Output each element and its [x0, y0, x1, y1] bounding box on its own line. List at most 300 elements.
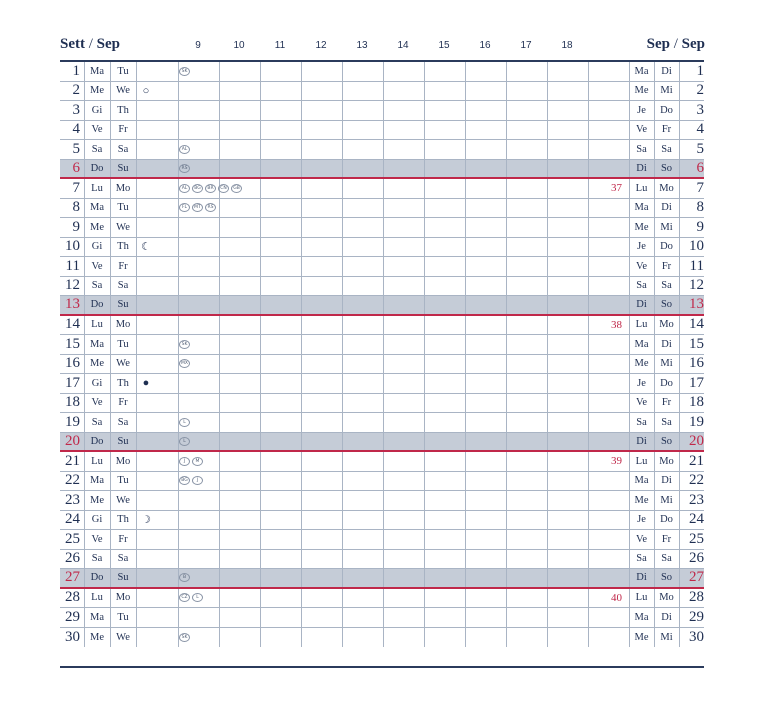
grid-divider — [260, 277, 261, 296]
grid-divider — [301, 374, 302, 393]
day-name-fr: Di — [636, 572, 647, 584]
day-number-right: 8 — [696, 199, 704, 216]
day-name-en: Mo — [115, 592, 131, 604]
grid-divider — [424, 413, 425, 432]
grid-divider — [136, 218, 137, 237]
holiday-country-icon: MT — [192, 203, 203, 212]
holiday-country-icon: BR — [205, 184, 216, 193]
grid-divider — [260, 160, 261, 178]
grid-divider — [465, 589, 466, 608]
grid-divider — [136, 62, 137, 81]
grid-divider — [588, 316, 589, 335]
grid-divider — [342, 413, 343, 432]
grid-divider — [260, 121, 261, 140]
grid-divider — [383, 179, 384, 198]
grid-divider — [342, 296, 343, 314]
day-number-left: 1 — [72, 62, 80, 79]
grid-divider — [136, 628, 137, 648]
grid-divider — [547, 179, 548, 198]
grid-divider — [588, 472, 589, 491]
grid-divider — [506, 589, 507, 608]
day-name-de: Mi — [660, 221, 673, 233]
day-row — [60, 374, 704, 394]
grid-divider — [301, 413, 302, 432]
holiday-country-icon: BG — [192, 184, 203, 193]
grid-divider — [424, 179, 425, 198]
hour-label: 12 — [315, 40, 327, 51]
grid-divider — [424, 433, 425, 451]
grid-divider — [383, 199, 384, 218]
day-name-fr: Lu — [635, 182, 648, 194]
day-name-it: Sa — [91, 416, 103, 428]
grid-divider — [506, 491, 507, 510]
holiday-country-icon: J — [192, 476, 203, 485]
day-row — [60, 121, 704, 141]
day-name-it: Ve — [91, 533, 103, 545]
grid-divider — [260, 433, 261, 451]
grid-divider — [383, 238, 384, 257]
holiday-marks — [178, 589, 258, 608]
day-number-left: 8 — [72, 199, 80, 216]
day-number-left: 16 — [65, 355, 80, 372]
day-row — [60, 218, 704, 238]
day-number-left: 11 — [65, 257, 80, 274]
day-name-fr: Di — [636, 162, 647, 174]
grid-divider — [301, 160, 302, 178]
grid-divider — [301, 296, 302, 314]
grid-divider — [136, 277, 137, 296]
grid-divider — [383, 218, 384, 237]
grid-divider — [301, 179, 302, 198]
day-name-de: Do — [660, 377, 673, 389]
grid-divider — [465, 433, 466, 451]
day-name-it: Gi — [91, 377, 103, 389]
day-name-it: Gi — [91, 241, 103, 253]
day-row — [60, 452, 704, 472]
grid-divider — [547, 550, 548, 569]
grid-divider — [178, 316, 179, 335]
grid-divider — [219, 101, 220, 120]
grid-divider — [136, 394, 137, 413]
day-name-en: Mo — [115, 182, 131, 194]
day-number-right: 12 — [689, 277, 704, 294]
grid-divider — [465, 121, 466, 140]
grid-divider — [465, 316, 466, 335]
day-name-de: Do — [660, 104, 673, 116]
day-number-right: 26 — [689, 550, 704, 567]
day-number-left: 7 — [72, 179, 80, 196]
grid-divider — [506, 335, 507, 354]
grid-divider — [301, 316, 302, 335]
day-name-en: We — [116, 85, 130, 97]
grid-divider — [465, 413, 466, 432]
holiday-country-icon: FL — [179, 203, 190, 212]
grid-divider — [547, 257, 548, 276]
holiday-country-icon: SK — [179, 633, 190, 642]
grid-divider — [383, 160, 384, 178]
grid-divider — [506, 62, 507, 81]
hour-label: 13 — [356, 40, 368, 51]
grid-divider — [342, 335, 343, 354]
day-name-de: Sa — [661, 143, 672, 155]
day-name-it: Gi — [91, 104, 103, 116]
grid-divider — [136, 530, 137, 549]
hour-label: 11 — [274, 40, 286, 51]
hour-label: 16 — [479, 40, 491, 51]
day-name-fr: Ve — [635, 260, 648, 272]
grid-divider — [342, 569, 343, 587]
day-name-en: We — [116, 494, 130, 506]
day-name-en: Th — [117, 241, 129, 253]
grid-divider — [588, 569, 589, 587]
day-name-de: Mo — [659, 182, 674, 194]
grid-divider — [547, 452, 548, 471]
grid-divider — [260, 140, 261, 159]
grid-divider — [383, 530, 384, 549]
grid-divider — [301, 511, 302, 530]
grid-divider — [260, 394, 261, 413]
holiday-country-icon: BG — [179, 476, 190, 485]
grid-divider — [465, 491, 466, 510]
day-number-right: 15 — [689, 335, 704, 352]
grid-divider — [383, 433, 384, 451]
day-name-de: Mi — [660, 494, 673, 506]
day-row — [60, 82, 704, 102]
grid-divider — [465, 335, 466, 354]
grid-divider — [383, 511, 384, 530]
grid-divider — [465, 628, 466, 648]
grid-divider — [260, 335, 261, 354]
day-name-de: Di — [661, 202, 672, 214]
holiday-marks — [178, 413, 258, 432]
day-number-left: 29 — [65, 608, 80, 625]
grid-divider — [178, 238, 179, 257]
grid-divider — [383, 550, 384, 569]
grid-divider — [178, 530, 179, 549]
day-name-de: Mi — [660, 358, 673, 370]
grid-divider — [424, 472, 425, 491]
day-name-fr: Ma — [634, 65, 649, 77]
grid-divider — [383, 296, 384, 314]
grid-divider — [588, 628, 589, 648]
grid-divider — [424, 511, 425, 530]
day-row — [60, 335, 704, 355]
grid-divider — [424, 218, 425, 237]
grid-divider — [301, 101, 302, 120]
grid-divider — [506, 296, 507, 314]
grid-divider — [506, 452, 507, 471]
grid-divider — [588, 296, 589, 314]
day-name-it: Me — [90, 631, 104, 643]
grid-divider — [260, 550, 261, 569]
grid-divider — [547, 394, 548, 413]
grid-divider — [383, 121, 384, 140]
day-name-de: So — [660, 435, 673, 447]
day-row — [60, 472, 704, 492]
grid-divider — [342, 355, 343, 374]
grid-divider — [588, 335, 589, 354]
grid-divider — [260, 452, 261, 471]
day-name-fr: Lu — [635, 319, 648, 331]
day-name-it: Lu — [91, 319, 103, 331]
grid-divider — [588, 491, 589, 510]
grid-divider — [136, 316, 137, 335]
grid-divider — [465, 257, 466, 276]
grid-divider — [506, 550, 507, 569]
grid-divider — [219, 374, 220, 393]
day-name-fr: Me — [634, 358, 649, 370]
day-name-de: Mo — [659, 455, 674, 467]
grid-divider — [383, 491, 384, 510]
grid-divider — [424, 374, 425, 393]
grid-divider — [383, 472, 384, 491]
day-name-fr: Di — [636, 299, 647, 311]
grid-divider — [424, 355, 425, 374]
day-name-en: Tu — [117, 611, 129, 623]
day-name-en: Tu — [117, 202, 129, 214]
grid-divider — [547, 296, 548, 314]
grid-divider — [383, 62, 384, 81]
day-name-it: Sa — [91, 553, 103, 565]
grid-divider — [342, 82, 343, 101]
grid-divider — [424, 296, 425, 314]
grid-divider — [260, 257, 261, 276]
holiday-country-icon: MX — [179, 359, 190, 368]
grid-divider — [178, 394, 179, 413]
grid-divider — [465, 374, 466, 393]
day-name-fr: Di — [636, 435, 647, 447]
day-number-left: 18 — [65, 394, 80, 411]
day-name-de: So — [660, 299, 673, 311]
day-row — [60, 608, 704, 628]
holiday-marks — [178, 62, 258, 81]
holiday-country-icon: CZ — [179, 593, 190, 602]
grid-divider — [424, 550, 425, 569]
grid-divider — [424, 530, 425, 549]
holiday-country-icon: SK — [179, 340, 190, 349]
day-number-left: 4 — [72, 121, 80, 138]
grid-divider — [547, 101, 548, 120]
day-name-en: Su — [117, 299, 129, 311]
grid-divider — [383, 82, 384, 101]
day-number-right: 20 — [689, 432, 704, 449]
grid-divider — [465, 530, 466, 549]
moon-phase-icon: ● — [142, 377, 150, 390]
header-left-slash: / — [88, 36, 93, 52]
grid-divider — [506, 628, 507, 648]
grid-divider — [465, 140, 466, 159]
day-name-fr: Me — [634, 494, 649, 506]
day-name-fr: Ve — [635, 533, 648, 545]
day-name-it: Ve — [91, 397, 103, 409]
grid-divider — [301, 472, 302, 491]
grid-divider — [301, 394, 302, 413]
day-name-de: Do — [660, 241, 673, 253]
grid-divider — [506, 179, 507, 198]
day-name-en: Fr — [118, 124, 128, 136]
grid-divider — [383, 569, 384, 587]
day-number-left: 19 — [65, 413, 80, 430]
holiday-marks — [178, 140, 258, 159]
grid-divider — [219, 121, 220, 140]
grid-divider — [178, 374, 179, 393]
day-name-en: Th — [117, 104, 129, 116]
day-number-right: 23 — [689, 491, 704, 508]
holiday-country-icon: CN — [218, 184, 229, 193]
grid-divider — [547, 628, 548, 648]
grid-divider — [260, 569, 261, 587]
day-name-de: Fr — [661, 260, 672, 272]
grid-divider — [260, 491, 261, 510]
grid-divider — [178, 82, 179, 101]
holiday-marks — [178, 160, 258, 178]
day-row — [60, 238, 704, 258]
day-name-de: Mo — [659, 319, 674, 331]
grid-divider — [424, 62, 425, 81]
day-name-fr: Me — [634, 221, 649, 233]
header-left-b: Sep — [96, 36, 121, 52]
day-number-left: 20 — [65, 432, 80, 449]
day-name-en: Sa — [117, 143, 129, 155]
grid-divider — [465, 199, 466, 218]
day-name-it: Lu — [91, 455, 103, 467]
day-number-right: 21 — [689, 452, 704, 469]
grid-divider — [588, 511, 589, 530]
grid-divider — [383, 452, 384, 471]
day-name-en: Th — [117, 514, 129, 526]
grid-divider — [301, 433, 302, 451]
grid-divider — [342, 238, 343, 257]
grid-divider — [588, 550, 589, 569]
grid-divider — [260, 413, 261, 432]
grid-divider — [506, 394, 507, 413]
grid-divider — [465, 62, 466, 81]
day-number-right: 16 — [689, 355, 704, 372]
grid-divider — [301, 121, 302, 140]
grid-divider — [301, 550, 302, 569]
grid-divider — [219, 550, 220, 569]
day-name-it: Lu — [91, 182, 103, 194]
grid-divider — [588, 62, 589, 81]
day-row — [60, 277, 704, 297]
day-number-left: 5 — [72, 140, 80, 157]
grid-divider — [301, 199, 302, 218]
day-name-fr: Ve — [635, 397, 648, 409]
day-number-right: 25 — [689, 530, 704, 547]
grid-divider — [219, 316, 220, 335]
grid-divider — [219, 491, 220, 510]
grid-divider — [588, 433, 589, 451]
moon-phase-icon: ☽ — [141, 514, 151, 527]
day-name-en: Sa — [117, 416, 129, 428]
grid-divider — [260, 530, 261, 549]
grid-divider — [260, 296, 261, 314]
grid-divider — [506, 218, 507, 237]
day-name-de: Sa — [661, 553, 672, 565]
grid-divider — [547, 218, 548, 237]
day-name-it: Sa — [91, 143, 103, 155]
day-number-left: 22 — [65, 472, 80, 489]
holiday-country-icon: RS — [205, 203, 216, 212]
grid-divider — [301, 452, 302, 471]
day-name-en: Tu — [117, 338, 129, 350]
grid-divider — [301, 355, 302, 374]
holiday-marks — [178, 628, 258, 648]
day-name-fr: Lu — [635, 592, 648, 604]
day-name-en: Sa — [117, 280, 129, 292]
grid-divider — [588, 160, 589, 178]
grid-divider — [383, 374, 384, 393]
grid-divider — [506, 257, 507, 276]
moon-phase-icon: ○ — [142, 84, 150, 97]
grid-divider — [383, 101, 384, 120]
grid-divider — [588, 238, 589, 257]
day-row — [60, 316, 704, 336]
grid-divider — [506, 199, 507, 218]
grid-divider — [136, 296, 137, 314]
day-name-en: Tu — [117, 65, 129, 77]
grid-divider — [219, 511, 220, 530]
day-name-fr: Ma — [634, 338, 649, 350]
grid-divider — [588, 355, 589, 374]
header-left-a: Sett — [60, 36, 85, 52]
hour-label: 14 — [397, 40, 409, 51]
hour-label: 17 — [520, 40, 532, 51]
grid-divider — [424, 101, 425, 120]
holiday-country-icon: L — [192, 593, 203, 602]
grid-divider — [588, 608, 589, 627]
header-right-a: Sep — [646, 36, 670, 52]
day-name-de: Mi — [660, 631, 673, 643]
day-name-fr: Ma — [634, 611, 649, 623]
day-number-right: 9 — [696, 218, 704, 235]
grid-divider — [136, 608, 137, 627]
day-name-it: Me — [90, 221, 104, 233]
grid-divider — [465, 296, 466, 314]
day-number-right: 24 — [689, 511, 704, 528]
holiday-country-icon: L — [179, 418, 190, 427]
grid-divider — [588, 121, 589, 140]
day-name-it: Lu — [91, 592, 103, 604]
day-number-left: 6 — [72, 159, 80, 176]
day-name-it: Ve — [91, 260, 103, 272]
day-name-en: Fr — [118, 533, 128, 545]
grid-divider — [301, 62, 302, 81]
grid-divider — [136, 199, 137, 218]
grid-divider — [260, 472, 261, 491]
grid-divider — [547, 335, 548, 354]
grid-bottom-rule — [60, 666, 704, 668]
grid-divider — [588, 452, 589, 471]
grid-divider — [506, 160, 507, 178]
header-right-b: Sep — [681, 36, 705, 52]
grid-divider — [260, 82, 261, 101]
grid-divider — [136, 413, 137, 432]
grid-divider — [588, 199, 589, 218]
grid-divider — [383, 413, 384, 432]
grid-divider — [136, 433, 137, 451]
grid-divider — [219, 296, 220, 314]
day-name-it: Ve — [91, 124, 103, 136]
grid-divider — [260, 316, 261, 335]
day-number-left: 17 — [65, 374, 80, 391]
day-name-de: Di — [661, 475, 672, 487]
day-number-right: 13 — [689, 296, 704, 313]
grid-divider — [178, 277, 179, 296]
grid-divider — [342, 199, 343, 218]
week-number: 39 — [611, 455, 622, 468]
grid-divider — [424, 394, 425, 413]
